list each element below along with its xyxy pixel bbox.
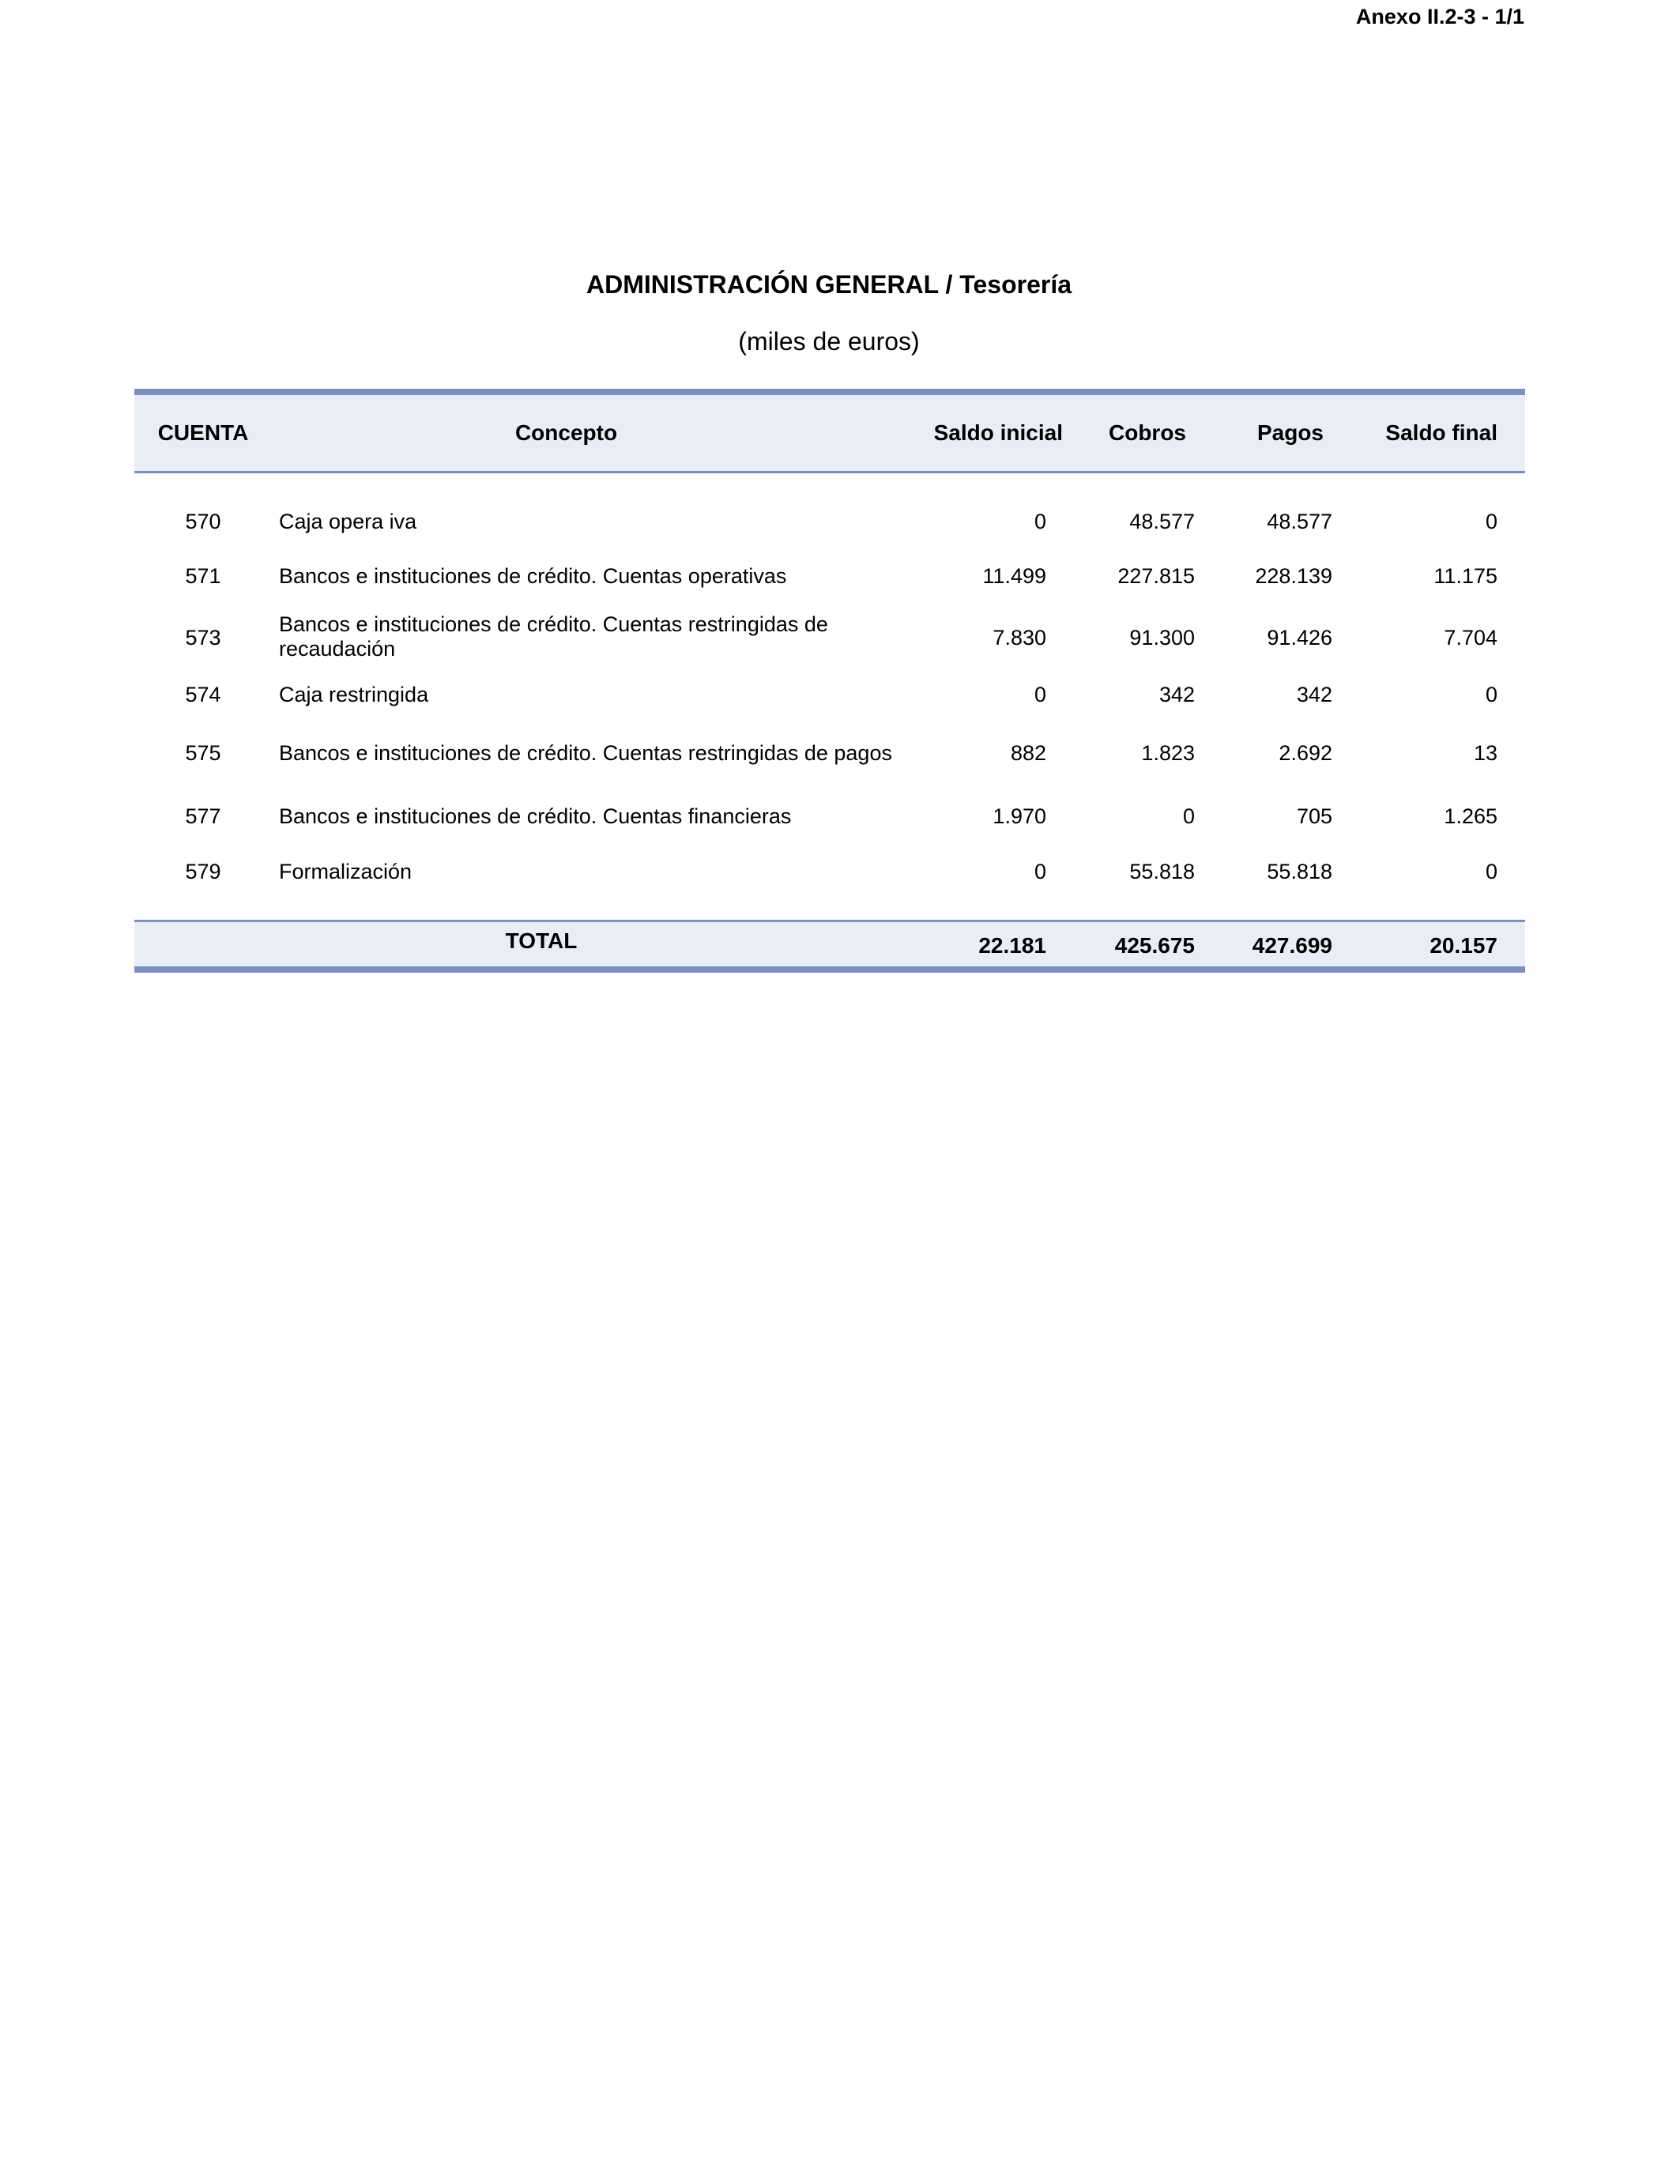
- cell-concepto: Caja opera iva: [279, 510, 417, 533]
- total-label: TOTAL: [505, 928, 578, 953]
- cell-pagos: 342: [1296, 683, 1332, 706]
- cell-cobros: 342: [1158, 683, 1195, 706]
- header-cobros: Cobros: [1109, 420, 1186, 445]
- header-concepto: Concepto: [514, 420, 618, 445]
- cell-saldo-final: 0: [1485, 510, 1497, 533]
- cell-cobros: 48.577: [1129, 510, 1195, 533]
- cell-saldo-inicial: 0: [1034, 510, 1046, 533]
- table-header: [134, 389, 1525, 473]
- table-body: [134, 473, 1525, 920]
- cell-concepto: Bancos e instituciones de crédito. Cuentas restringidas de recaudación: [279, 612, 828, 661]
- cell-cuenta: 573: [185, 626, 221, 650]
- cell-saldo-inicial: 882: [1010, 741, 1046, 765]
- cell-cuenta: 574: [185, 683, 221, 706]
- cell-cobros: 1.823: [1141, 741, 1195, 765]
- total-saldo-inicial: 22.181: [978, 933, 1046, 958]
- header-saldo-final: Saldo final: [1385, 420, 1497, 445]
- cell-saldo-final: 0: [1485, 683, 1497, 706]
- total-saldo-final: 20.157: [1430, 933, 1497, 958]
- cell-cobros: 55.818: [1129, 860, 1195, 883]
- header-cuenta: CUENTA: [157, 420, 249, 445]
- cell-pagos: 2.692: [1279, 741, 1332, 765]
- cell-pagos: 48.577: [1267, 510, 1332, 533]
- cell-saldo-final: 0: [1485, 860, 1497, 883]
- page-reference: Anexo II.2-3 - 1/1: [1355, 5, 1524, 28]
- cell-saldo-inicial: 1.970: [993, 804, 1046, 828]
- cell-saldo-final: 1.265: [1444, 804, 1497, 828]
- cell-concepto: Bancos e instituciones de crédito. Cuentas financieras: [279, 804, 792, 828]
- cell-saldo-inicial: 0: [1034, 683, 1046, 706]
- total-cobros: 425.675: [1114, 933, 1195, 958]
- cell-cuenta: 575: [185, 741, 221, 765]
- cell-pagos: 705: [1296, 804, 1332, 828]
- page-title: ADMINISTRACIÓN GENERAL / Tesorería: [586, 270, 1072, 299]
- cell-cuenta: 579: [185, 860, 221, 883]
- total-row: [134, 920, 1525, 973]
- cell-concepto: Caja restringida: [279, 683, 429, 706]
- total-pagos: 427.699: [1252, 933, 1332, 958]
- cell-concepto: Formalización: [279, 860, 412, 883]
- cell-cuenta: 570: [185, 510, 221, 533]
- cell-saldo-final: 7.704: [1444, 626, 1497, 650]
- cell-concepto: Bancos e instituciones de crédito. Cuentas restringidas de pagos: [279, 741, 892, 765]
- cell-cobros: 0: [1182, 804, 1195, 828]
- header-pagos: Pagos: [1256, 420, 1324, 445]
- cell-saldo-inicial: 7.830: [993, 626, 1046, 650]
- cell-cuenta: 577: [185, 804, 221, 828]
- cell-pagos: 228.139: [1255, 564, 1332, 588]
- cell-pagos: 91.426: [1267, 626, 1332, 650]
- treasury-table: [134, 389, 1525, 973]
- cell-cobros: 227.815: [1117, 564, 1195, 588]
- cell-cobros: 91.300: [1129, 626, 1195, 650]
- cell-saldo-final: 13: [1473, 741, 1497, 765]
- cell-saldo-inicial: 11.499: [982, 564, 1046, 588]
- cell-cuenta: 571: [185, 564, 221, 588]
- header-saldo-inicial: Saldo inicial: [933, 420, 1063, 445]
- cell-saldo-inicial: 0: [1034, 860, 1046, 883]
- cell-saldo-final: 11.175: [1433, 564, 1497, 588]
- page-subtitle: (miles de euros): [738, 327, 920, 356]
- cell-pagos: 55.818: [1267, 860, 1332, 883]
- cell-concepto: Bancos e instituciones de crédito. Cuentas operativas: [279, 564, 787, 588]
